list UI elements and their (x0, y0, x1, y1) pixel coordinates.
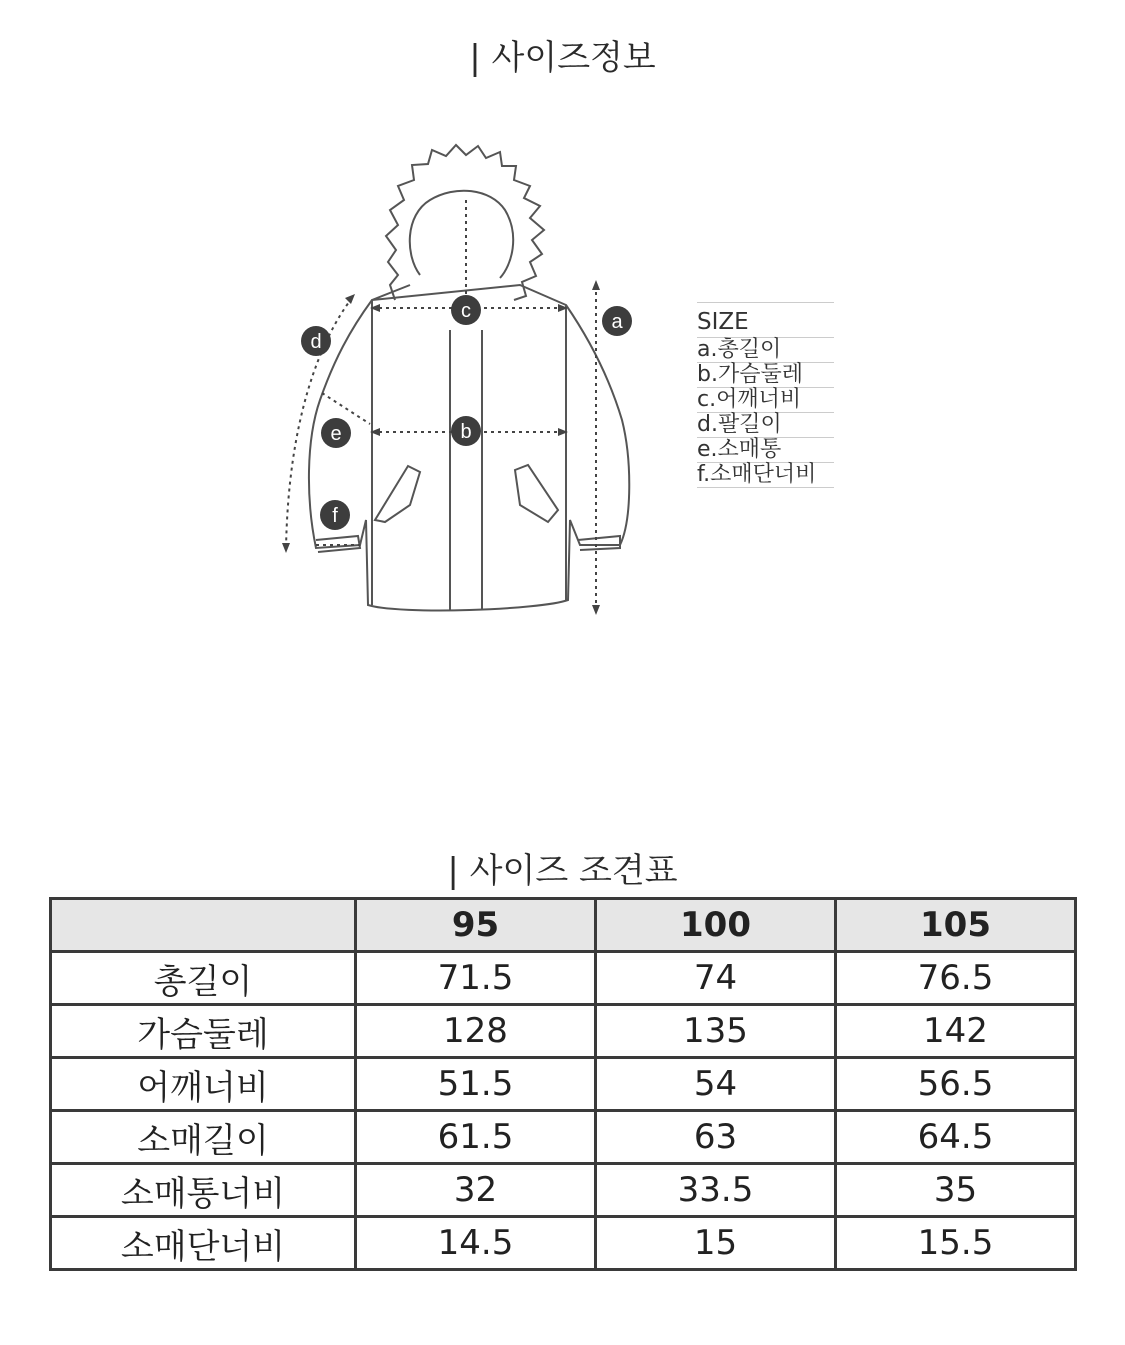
table-row (51, 1111, 1076, 1164)
right-pocket (515, 465, 558, 522)
header-cell (51, 899, 356, 952)
size-info-title: | 사이즈정보 (469, 38, 656, 78)
jacket-measurement-diagram (270, 140, 670, 630)
table-cell: 63 (596, 1111, 836, 1164)
table-row (51, 1058, 1076, 1111)
table-cell: 74 (596, 952, 836, 1005)
table-cell: 71.5 (356, 952, 596, 1005)
table-cell: 14.5 (356, 1217, 596, 1270)
legend-item: a.총길이 (697, 338, 834, 363)
marker-e (321, 418, 351, 448)
marker-b (451, 416, 481, 446)
table-row (51, 1217, 1076, 1270)
legend-title: SIZE (697, 302, 834, 338)
hood-inner-outline (410, 191, 513, 278)
table-cell: 56.5 (836, 1058, 1076, 1111)
legend-item: b.가슴둘레 (697, 363, 834, 388)
size-chart-table (49, 897, 1077, 1271)
row-label: 소매통너비 (51, 1164, 356, 1217)
table-cell: 32 (356, 1164, 596, 1217)
jacket-body-outline (309, 285, 629, 610)
table-cell: 33.5 (596, 1164, 836, 1217)
marker-d-label: d (310, 331, 322, 353)
table-header-row (51, 899, 1076, 952)
marker-c-label: c (461, 300, 471, 322)
marker-a (602, 306, 632, 336)
table-cell: 142 (836, 1005, 1076, 1058)
legend-item: d.팔길이 (697, 413, 834, 438)
table-row (51, 1005, 1076, 1058)
row-label: 소매길이 (51, 1111, 356, 1164)
row-label: 어깨너비 (51, 1058, 356, 1111)
table-cell: 15.5 (836, 1217, 1076, 1270)
row-label: 총길이 (51, 952, 356, 1005)
marker-b-label: b (460, 421, 472, 443)
size-chart-title: | 사이즈 조견표 (447, 851, 678, 891)
header-cell: 95 (356, 899, 596, 952)
table-cell: 15 (596, 1217, 836, 1270)
table-cell: 54 (596, 1058, 836, 1111)
table-cell: 35 (836, 1164, 1076, 1217)
header-cell: 105 (836, 899, 1076, 952)
legend-item: c.어깨너비 (697, 388, 834, 413)
table-cell: 51.5 (356, 1058, 596, 1111)
marker-e-label: e (330, 423, 342, 445)
table-cell: 64.5 (836, 1111, 1076, 1164)
marker-a-label: a (611, 311, 623, 333)
marker-f-label: f (332, 505, 338, 527)
marker-f (320, 500, 350, 530)
row-label: 소매단너비 (51, 1217, 356, 1270)
left-pocket (375, 466, 420, 522)
table-row (51, 952, 1076, 1005)
size-legend (697, 302, 834, 488)
table-row (51, 1164, 1076, 1217)
header-cell: 100 (596, 899, 836, 952)
marker-c (451, 295, 481, 325)
table-cell: 128 (356, 1005, 596, 1058)
legend-item: f.소매단너비 (697, 463, 834, 488)
table-cell: 76.5 (836, 952, 1076, 1005)
row-label: 가슴둘레 (51, 1005, 356, 1058)
table-cell: 135 (596, 1005, 836, 1058)
legend-item: e.소매통 (697, 438, 834, 463)
table-cell: 61.5 (356, 1111, 596, 1164)
marker-d (301, 326, 331, 356)
